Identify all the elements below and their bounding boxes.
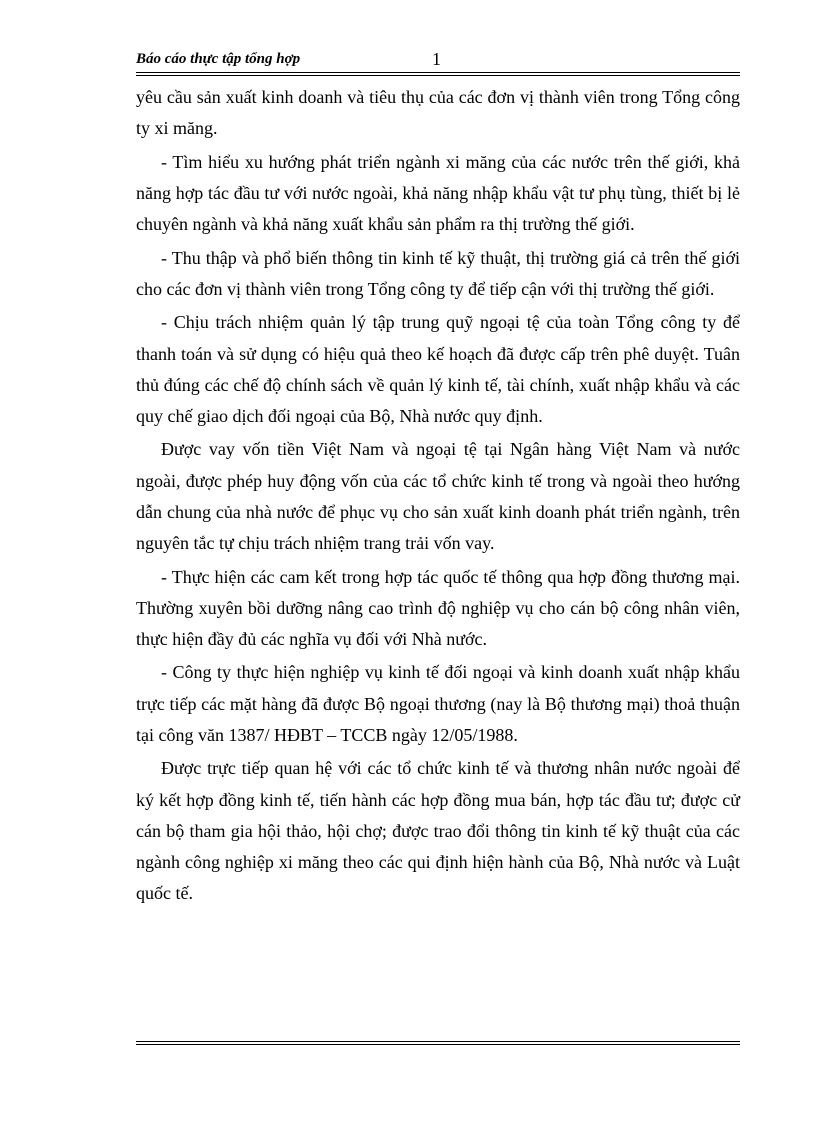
header-divider	[136, 72, 740, 76]
paragraph: - Thu thập và phổ biến thông tin kinh tế kỹ thuật, thị trường giá cả trên thế giới cho các đơn vị thành viên trong Tổng công ty để tiếp cận với thị trường thế giới.	[136, 247, 740, 299]
paragraph: Được trực tiếp quan hệ với các tổ chức kinh tế và thương nhân nước ngoài để ký kết hợp đồng kinh tế, tiến hành các hợp đồng mua bán, hợp tác đầu tư; được cử cán bộ tham gia hội thảo, hội chợ; được trao đổi thông tin kinh tế kỹ thuật của các ngành công nghiệp xi măng theo các qui định hiện hành của Bộ, Nhà nước và Luật quốc tế.	[136, 758, 740, 904]
document-body	[136, 82, 740, 912]
paragraph: - Công ty thực hiện nghiệp vụ kinh tế đối ngoại và kinh doanh xuất nhập khẩu trực tiếp các mặt hàng đã được Bộ ngoại thương (nay là Bộ thương mại) thoả thuận tại công văn 1387/ HĐBT – TCCB ngày 12/05/1988.	[136, 662, 740, 745]
paragraph: - Chịu trách nhiệm quản lý tập trung quỹ ngoại tệ của toàn Tổng công ty để thanh toán và sử dụng có hiệu quả theo kế hoạch đã được cấp trên phê duyệt. Tuân thủ đúng các chế độ chính sách về quản lý kinh tế, tài chính, xuất nhập khẩu và các quy chế giao dịch đối ngoại của Bộ, Nhà nước quy định.	[136, 312, 740, 426]
paragraph: Được vay vốn tiền Việt Nam và ngoại tệ tại Ngân hàng Việt Nam và nước ngoài, được phép huy động vốn của các tổ chức kinh tế trong và ngoài theo hướng dẫn chung của nhà nước để phục vụ cho sản xuất kinh doanh phát triển ngành, trên nguyên tắc tự chịu trách nhiệm trang trải vốn vay.	[136, 439, 740, 554]
paragraph-continuation: yêu cầu sản xuất kinh doanh và tiêu thụ của các đơn vị thành viên trong Tổng công ty xi măng.	[136, 87, 740, 139]
paragraph: - Thực hiện các cam kết trong hợp tác quốc tế thông qua hợp đồng thương mại. Thường xuyên bồi dưỡng nâng cao trình độ nghiệp vụ cho cán bộ công nhân viên, thực hiện đầy đủ các nghĩa vụ đối với Nhà nước.	[136, 566, 740, 649]
report-title: Báo cáo thực tập tổng hợp	[136, 51, 301, 67]
page-header	[136, 48, 740, 74]
footer-divider	[136, 1041, 740, 1045]
paragraph: - Tìm hiểu xu hướng phát triển ngành xi măng của các nước trên thế giới, khả năng hợp tác đầu tư với nước ngoài, khả năng nhập khẩu vật tư phụ tùng, thiết bị lẻ chuyên ngành và khả năng xuất khẩu sản phẩm ra thị trường thế giới.	[136, 151, 740, 235]
page-number: 1	[432, 49, 441, 69]
